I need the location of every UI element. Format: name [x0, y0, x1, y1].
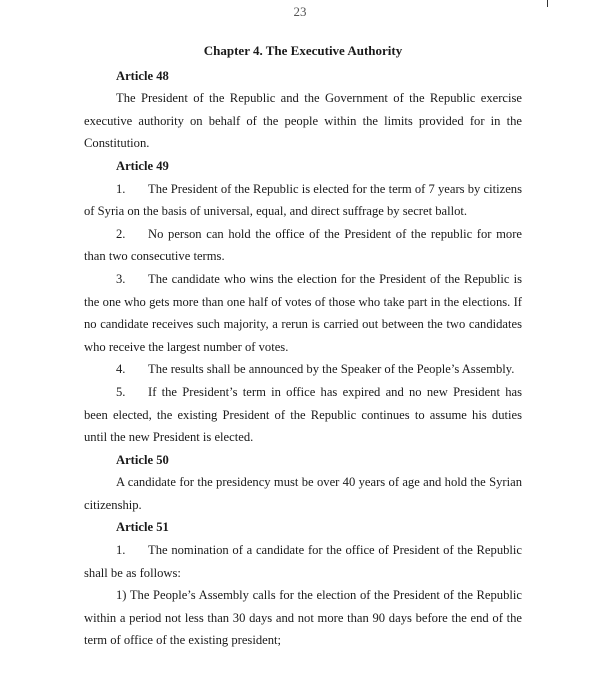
article-50-heading: Article 50	[116, 452, 169, 467]
item-number: 1.	[116, 181, 126, 196]
item-number: 3.	[116, 271, 126, 286]
item-number: 2.	[116, 226, 126, 241]
article-49-heading: Article 49	[116, 158, 169, 173]
item-text: If the President’s term in office has expired and no new President has been elected, the existing President of the Republic continues to assume his duties until the new President is elected.	[84, 384, 522, 445]
article-49-item-3	[84, 268, 522, 358]
page-number: 23	[293, 4, 307, 19]
document-body	[84, 40, 522, 652]
item-text: The nomination of a candidate for the office of President of the Republic shall be as follows:	[84, 543, 522, 580]
article-49-item-5	[84, 381, 522, 449]
article-51-heading: Article 51	[116, 520, 169, 535]
article-51-subitem-1: 1) The People’s Assembly calls for the election of the President of the Republic within a period not less than 30 days and not more than 90 days before the end of the term of office of the existing president;	[84, 588, 522, 648]
article-48-text: The President of the Republic and the Government of the Republic exercise executive authority on behalf of the people within the limits provided for in the Constitution.	[84, 91, 522, 151]
article-51-item-1	[84, 539, 522, 584]
item-text: The candidate who wins the election for the President of the Republic is the one who gets more than one half of votes of those who take part in the elections. If no candidate receives such majority, a rerun is carried out between the two candidates who receive the largest number of votes.	[84, 271, 522, 354]
article-49-item-4	[84, 358, 522, 381]
chapter-title: Chapter 4. The Executive Authority	[203, 43, 403, 58]
item-number: 4.	[116, 362, 126, 377]
corner-mark	[547, 0, 548, 7]
article-49-item-2	[84, 223, 522, 268]
item-text: The results shall be announced by the Speaker of the People’s Assembly.	[148, 362, 515, 377]
article-48-heading: Article 48	[116, 68, 169, 83]
item-number: 1.	[116, 543, 126, 558]
article-49-item-1	[84, 178, 522, 223]
item-text: The President of the Republic is elected for the term of 7 years by citizens of Syria on the basis of universal, equal, and direct suffrage by secret ballot.	[84, 181, 522, 219]
item-number: 5.	[116, 384, 126, 399]
article-50-text: A candidate for the presidency must be over 40 years of age and hold the Syrian citizenship.	[84, 475, 522, 512]
item-text: No person can hold the office of the President of the republic for more than two consecutive terms.	[84, 226, 522, 264]
